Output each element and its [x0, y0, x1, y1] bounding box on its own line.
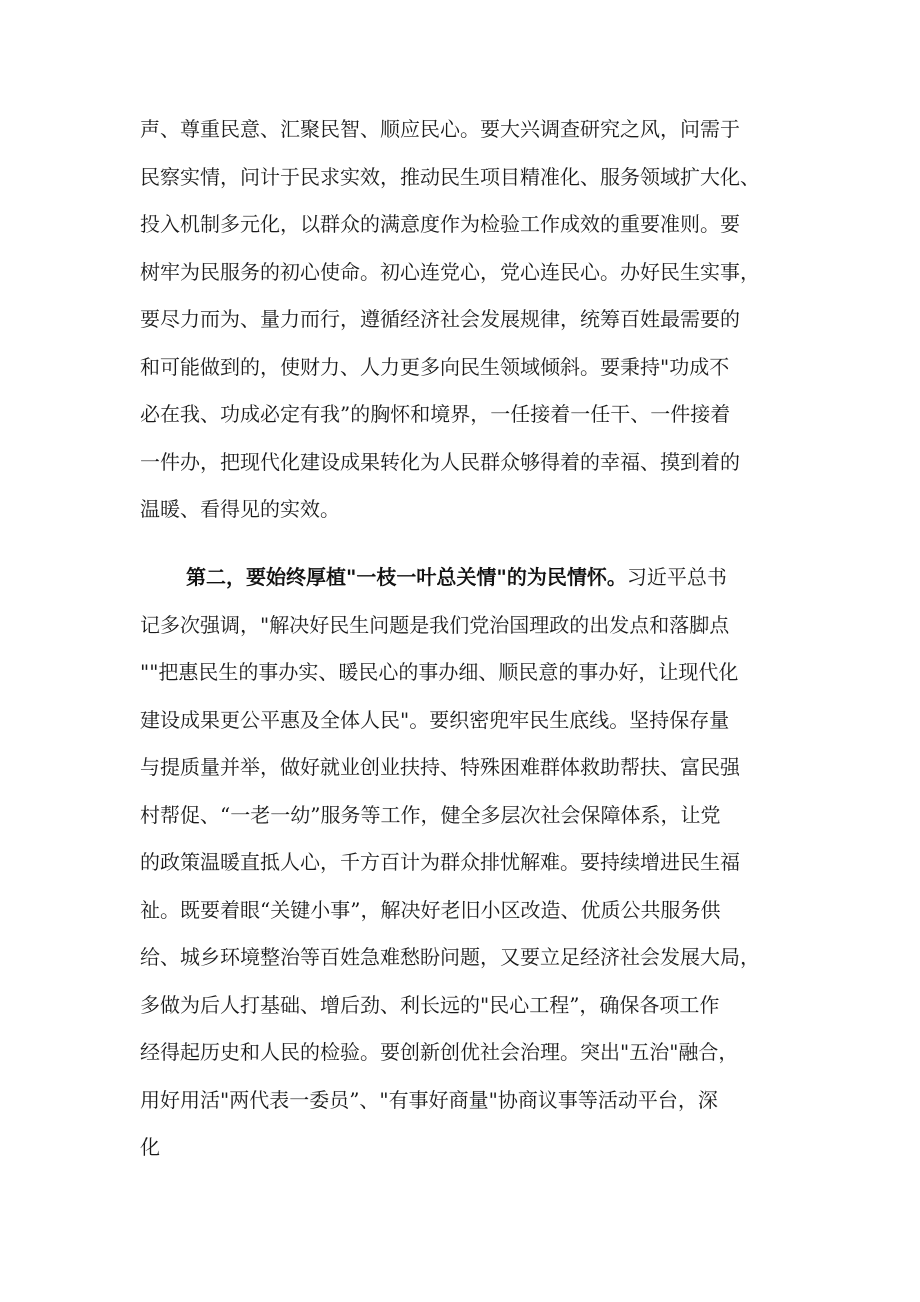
- text-line: 必在我、功成必定有我”的胸怀和境界，一任接着一任干、一件接着: [140, 402, 731, 426]
- text-line: 祉。既要着眼“关键小事”，解决好老旧小区改造、优质公共服务供: [140, 897, 721, 922]
- text-line: ""把惠民生的事办实、暖民心的事办细、顺民意的事办好，让现代化: [140, 660, 739, 684]
- paragraph-2: [140, 554, 800, 1172]
- text-line: 民察实情，问计于民求实效，推动民生项目精准化、服务领域扩大化、: [140, 164, 760, 189]
- text-line: 化: [140, 1135, 160, 1159]
- text-line: 投入机制多元化，以群众的满意度作为检验工作成效的重要准则。要: [140, 212, 740, 236]
- text-line: 一件办，把现代化建设成果转化为人民群众够得着的幸福、摸到着的: [140, 449, 740, 474]
- text-line: 和可能做到的，使财力、人力更多向民生领域倾斜。要秉持"功成不: [140, 354, 730, 379]
- text-line: 声、尊重民意、汇聚民智、顺应民心。要大兴调查研究之风，问需于: [140, 117, 740, 141]
- text-line: 经得起历史和人民的检验。要创新创优社会治理。突出"五治"融合，: [140, 1040, 739, 1064]
- text-line: 给、城乡环境整治等百姓急难愁盼问题，又要立足经济社会发展大局，: [140, 945, 760, 969]
- text-line: 用好用活"两代表一委员”、"有事好商量"协商议事等活动平台，深: [140, 1087, 718, 1112]
- paragraph-2-first-line: [140, 554, 800, 602]
- text-line: 记多次强调，"解决好民生问题是我们党治国理政的出发点和落脚点: [140, 612, 730, 637]
- text-line: 村帮促、“一老一幼”服务等工作，健全多层次社会保障体系，让党: [140, 802, 721, 827]
- text-line: 与提质量并举，做好就业创业扶持、特殊困难群体救助帮扶、富民强: [140, 755, 740, 779]
- text-line: 建设成果更公平惠及全体人民"。要织密兜牢民生底线。坚持保存量: [140, 707, 730, 732]
- paragraph-1: [140, 106, 800, 534]
- text-line: 要尽力而为、量力而行，遵循经济社会发展规律，统筹百姓最需要的: [140, 307, 740, 331]
- text-line: 温暖、看得见的实效。: [140, 497, 340, 521]
- first-line-rest: 习近平总书: [626, 565, 727, 589]
- text-line: 多做为后人打基础、增后劲、利长远的"民心工程”，确保各项工作: [140, 992, 720, 1017]
- text-line: 树牢为民服务的初心使命。初心连党心，党心连民心。办好民生实事，: [140, 259, 760, 284]
- text-line: 的政策温暖直抵人心，千方百计为群众排忧解难。要持续增进民生福: [140, 850, 740, 874]
- section-heading: 第二，要始终厚植"一枝一叶总关情"的为民情怀。: [186, 565, 627, 589]
